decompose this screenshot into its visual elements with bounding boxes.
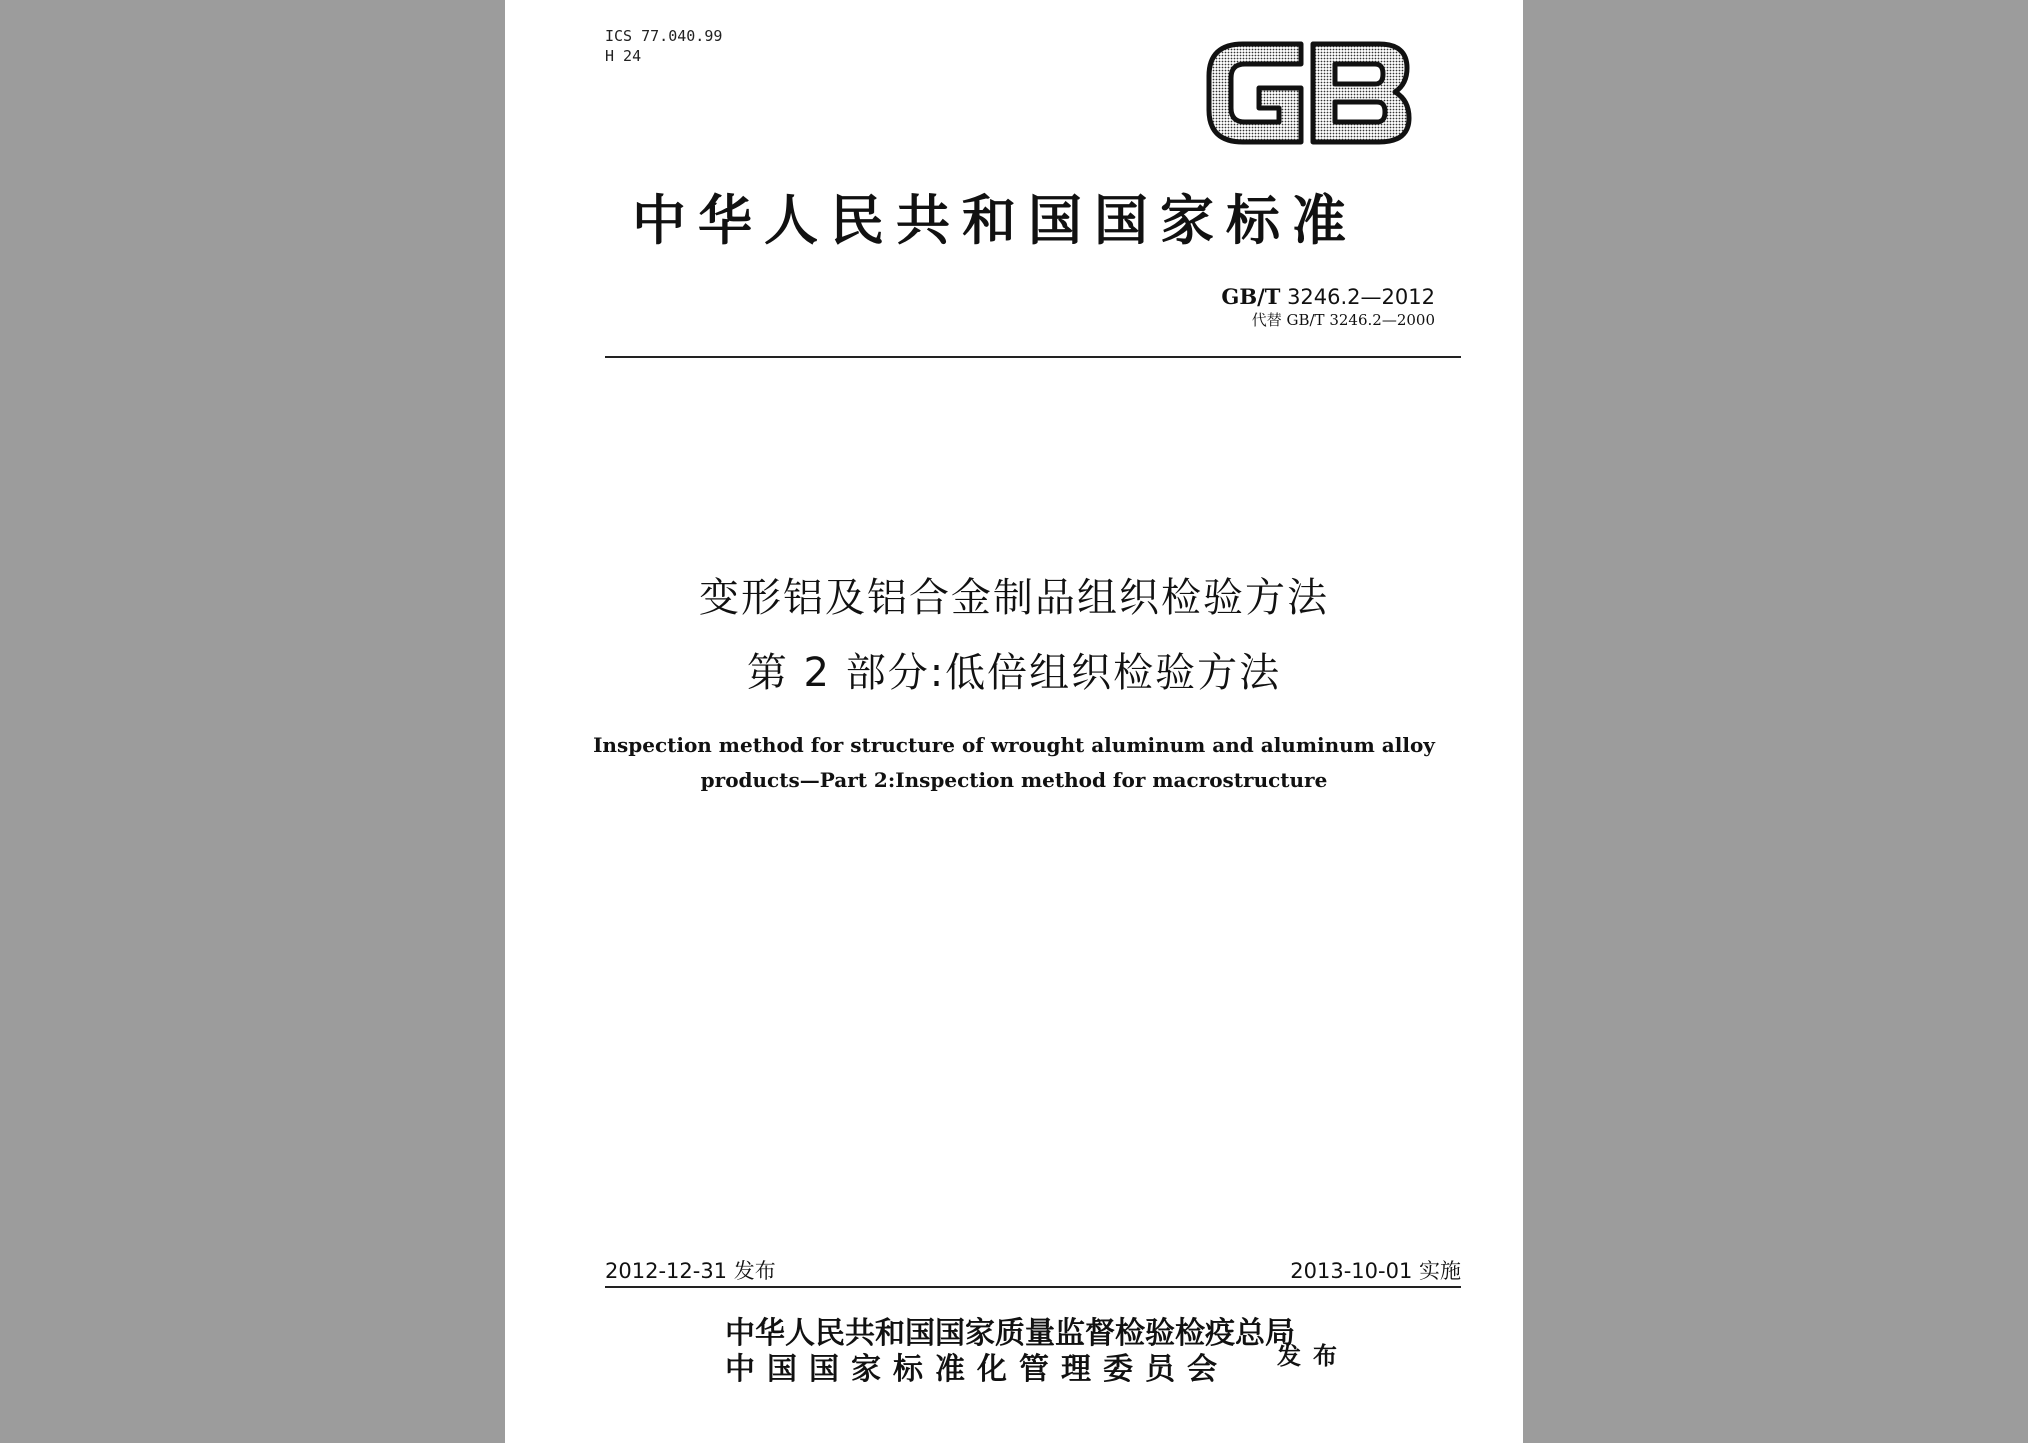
english-title-line-2: products—Part 2:Inspection method for macrostructure — [700, 768, 1328, 792]
footer-rule — [605, 1286, 1461, 1288]
implementation-date: 2013-10-01 实施 — [1290, 1259, 1461, 1283]
publish-label: 发布 — [1277, 1341, 1349, 1370]
issuer-line-2: 中国国家标准化管理委员会 — [725, 1352, 1229, 1387]
document-page — [505, 0, 1523, 1443]
ics-code: ICS 77.040.99 — [605, 27, 723, 45]
issuer-line-1: 中华人民共和国国家质量监督检验检疫总局 — [725, 1316, 1295, 1351]
gb-logo — [1203, 36, 1415, 150]
english-title-line-1: Inspection method for structure of wrought aluminum and aluminum alloy — [593, 733, 1435, 757]
standard-number-prefix: GB/T — [1221, 284, 1281, 309]
standard-number-value: 3246.2—2012 — [1287, 285, 1435, 309]
chinese-title-line-2: 第 2 部分:低倍组织检验方法 — [746, 650, 1282, 696]
standard-number — [1221, 284, 1435, 310]
replaced-standard: 代替 GB/T 3246.2—2000 — [1251, 311, 1435, 329]
chinese-title-line-1: 变形铝及铝合金制品组织检验方法 — [699, 575, 1329, 621]
issuing-authorities — [725, 1316, 1295, 1388]
classification-codes — [605, 26, 722, 66]
ccs-code: H 24 — [605, 47, 642, 65]
issue-date: 2012-12-31 发布 — [605, 1259, 776, 1283]
header-rule — [605, 356, 1461, 358]
national-standard-title: 中华人民共和国国家标准 — [632, 188, 1358, 252]
standard-number-block — [1221, 284, 1435, 330]
